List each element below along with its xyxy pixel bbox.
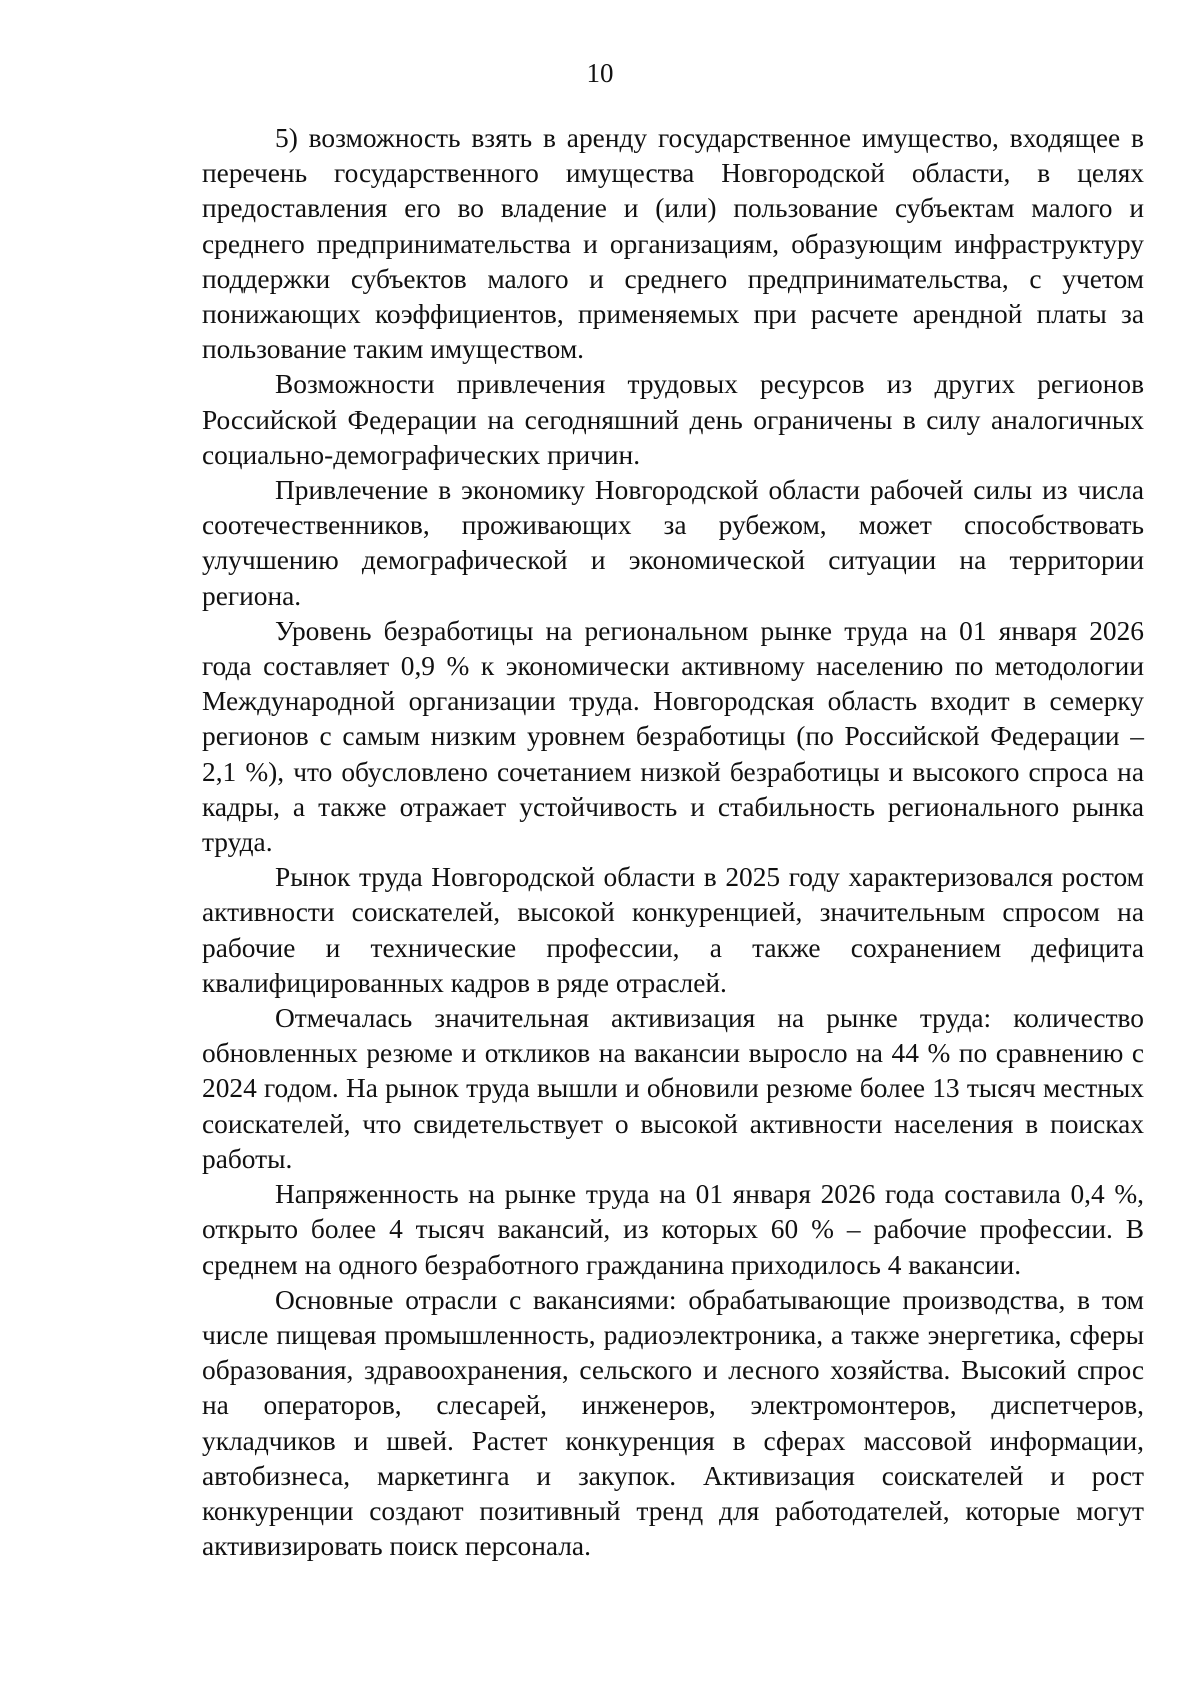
paragraph-market-tension: Напряженность на рынке труда на 01 января 2026 года составила 0,4 %, открыто более 4 тысяч вакансий, из которых 60 % – рабочие профессии. В среднем на одного безработного гражданина приходилось 4 вакансии. [202, 1179, 1144, 1280]
paragraph-labor-resources: Возможности привлечения трудовых ресурсов из других регионов Российской Федерации на сегодняшний день ограничены в силу аналогичных социально-демографических причин. [202, 369, 1144, 470]
paragraph-property-lease: 5) возможность взять в аренду государственное имущество, входящее в перечень государственного имущества Новгородской области, в целях предоставления его во владение и (или) пользование субъектам малого и среднего предпринимательства и организациям, образующим инфраструктуру поддержки субъектов малого и среднего предпринимательства, с учетом понижающих коэффициентов, применяемых при расчете арендной платы за пользование таким имуществом. [202, 123, 1144, 365]
paragraph-labor-market-2025: Рынок труда Новгородской области в 2025 году характеризовался ростом активности соискателей, высокой конкуренцией, значительным спросом на рабочие и технические профессии, а также сохранением дефицита квалифицированных кадров в ряде отраслей. [202, 862, 1144, 998]
paragraph-market-activation: Отмечалась значительная активизация на рынке труда: количество обновленных резюме и откликов на вакансии выросло на 44 % по сравнению с 2024 годом. На рынок труда вышли и обновили резюме более 13 тысяч местных соискателей, что свидетельствует о высокой активности населения в поисках работы. [202, 1003, 1144, 1174]
paragraph-main-industries: Основные отрасли с вакансиями: обрабатывающие производства, в том числе пищевая промышленность, радиоэлектроника, а также энергетика, сферы образования, здравоохранения, сельского и лесного хозяйства. Высокий спрос на операторов, слесарей, инженеров, электромонтеров, диспетчеров, укладчиков и швей. Растет конкуренция в сферах массовой информации, автобизнеса, маркетинга и закупок. Активизация соискателей и рост конкуренции создают позитивный тренд для работодателей, которые могут активизировать поиск персонала. [202, 1284, 1144, 1562]
paragraph-compatriots: Привлечение в экономику Новгородской области рабочей силы из числа соотечественников, проживающих за рубежом, может способствовать улучшению демографической и экономической ситуации на территории региона. [202, 475, 1144, 611]
page-number: 10 [586, 58, 614, 88]
paragraph-unemployment-level: Уровень безработицы на региональном рынке труда на 01 января 2026 года составляет 0,9 % к экономически активному населению по методологии Международной организации труда. Новгородская область входит в семерку регионов с самым низким уровнем безработицы (по Российской Федерации – 2,1 %), что обусловлено сочетанием низкой безработицы и высокого спроса на кадры, а также отражает устойчивость и стабильность регионального рынка труда. [202, 615, 1144, 858]
document-body [202, 121, 1144, 1564]
